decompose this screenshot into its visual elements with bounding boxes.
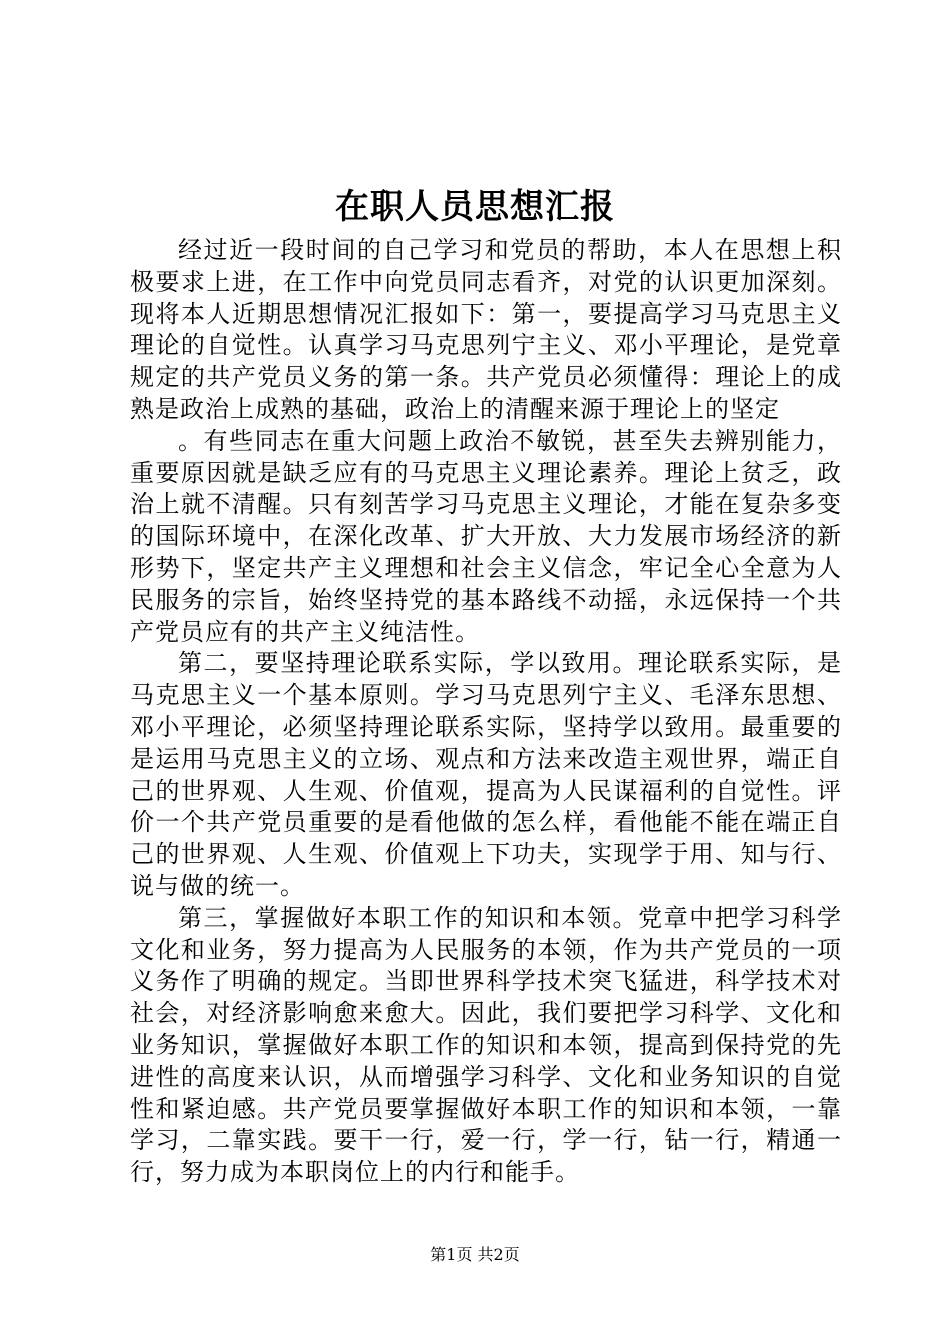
- paragraph-1: 经过近一段时间的自己学习和党员的帮助，本人在思想上积极要求上进，在工作中向党员同志看齐，对党的认识更加深刻。现将本人近期思想情况汇报如下：第一，要提高学习马克思主义理论的自觉性。认真学习马克思列宁主义、邓小平理论，是党章规定的共产党员义务的第一条。共产党员必须懂得：理论上的成熟是政治上成熟的基础，政治上的清醒来源于理论上的坚定: [130, 236, 842, 423]
- paragraph-2: 。有些同志在重大问题上政治不敏锐，甚至失去辨别能力，重要原因就是缺乏应有的马克思主义理论素养。理论上贫乏，政治上就不清醒。只有刻苦学习马克思主义理论，才能在复杂多变的国际环境中，在深化改革、扩大开放、大力发展市场经济的新形势下，坚定共产主义理想和社会主义信念，牢记全心全意为人民服务的宗旨，始终坚持党的基本路线不动摇，永远保持一个共产党员应有的共产主义纯洁性。: [130, 426, 842, 646]
- document-body: [130, 235, 842, 1189]
- page-number-footer: 第1页 共2页: [430, 1245, 520, 1264]
- paragraph-4: 第三，掌握做好本职工作的知识和本领。党章中把学习科学文化和业务，努力提高为人民服务的本领，作为共产党员的一项义务作了明确的规定。当即世界科学技术突飞猛进，科学技术对社会，对经济影响愈来愈大。因此，我们要把学习科学、文化和业务知识，掌握做好本职工作的知识和本领，提高到保持党的先进性的高度来认识，从而增强学习科学、文化和业务知识的自觉性和紧迫感。共产党员要掌握做好本职工作的知识和本领，一靠学习，二靠实践。要干一行，爱一行，学一行，钻一行，精通一行，努力成为本职岗位上的内行和能手。: [130, 903, 842, 1187]
- document-title: 在职人员思想汇报: [335, 187, 615, 227]
- paragraph-3: 第二，要坚持理论联系实际，学以致用。理论联系实际，是马克思主义一个基本原则。学习马克思列宁主义、毛泽东思想、邓小平理论，必须坚持理论联系实际，坚持学以致用。最重要的是运用马克思主义的立场、观点和方法来改造主观世界，端正自己的世界观、人生观、价值观，提高为人民谋福利的自觉性。评价一个共产党员重要的是看他做的怎么样，看他能不能在端正自己的世界观、人生观、价值观上下功夫，实现学于用、知与行、说与做的统一。: [130, 649, 842, 900]
